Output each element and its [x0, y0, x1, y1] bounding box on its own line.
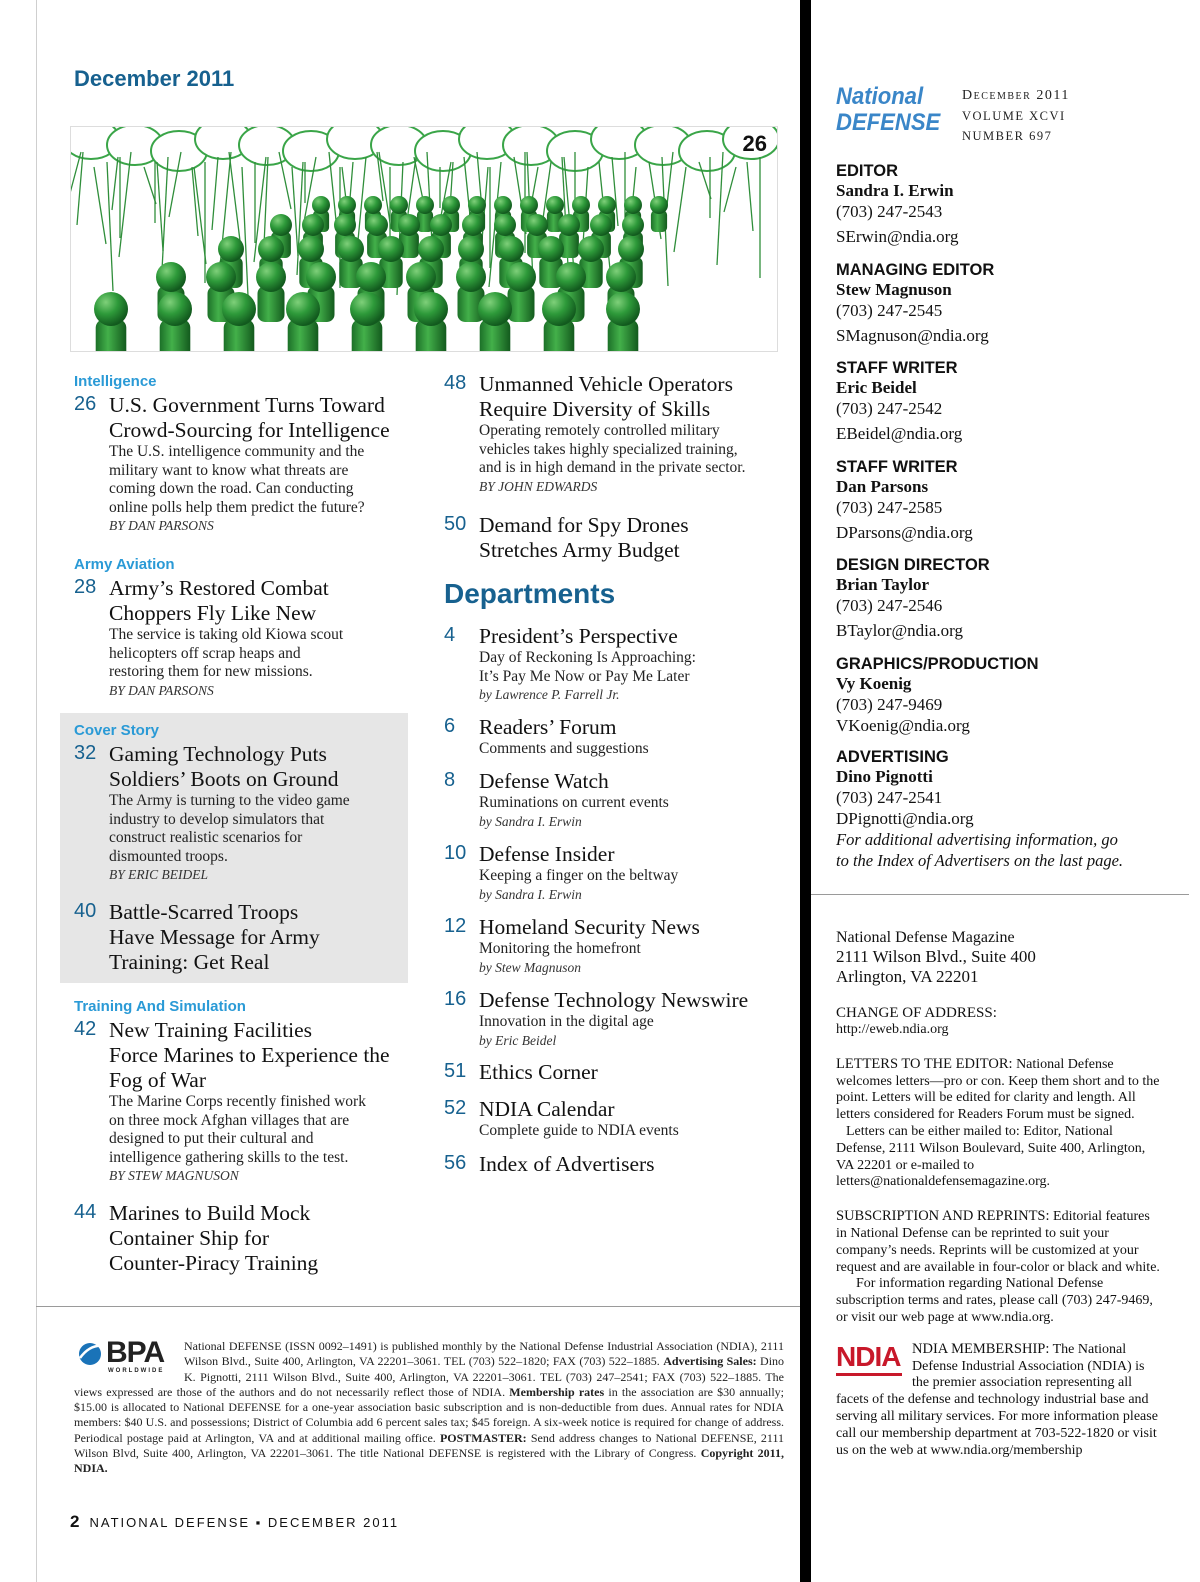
- toc-section-intelligence[interactable]: [74, 373, 414, 535]
- footer-text: NATIONAL DEFENSE ▪ DECEMBER 2011: [89, 1515, 400, 1530]
- toc-section-cover-story[interactable]: [74, 722, 404, 884]
- page-footer: [70, 1512, 399, 1532]
- email-link[interactable]: SMagnuson@ndia.org: [836, 325, 989, 345]
- staff-writer-beidel: STAFF WRITER Eric Beidel (703) 247-2542 EBeidel@ndia.org: [836, 359, 1166, 458]
- masthead-divider: [811, 894, 1189, 895]
- toc-item-50[interactable]: [444, 513, 794, 563]
- dept-item-homeland-security[interactable]: [444, 915, 794, 977]
- page-number: 40: [74, 900, 97, 922]
- advertising-note: For additional advertising information, go to the Index of Advertisers on the last page.: [836, 829, 1124, 870]
- staff-advertising: ADVERTISING Dino Pignotti (703) 247-2541 DPignotti@ndia.org For additional advertising information, go to the Index of Advertisers on the last page.: [836, 748, 1166, 871]
- dept-desc: Keeping a finger on the beltway: [479, 867, 679, 884]
- page-number: 16: [444, 988, 467, 1010]
- left-margin-rule: [36, 0, 37, 1582]
- page-number: 51: [444, 1060, 467, 1082]
- email-link[interactable]: BTaylor@ndia.org: [836, 621, 963, 640]
- page-number: 56: [444, 1152, 467, 1174]
- dept-title: Readers’ Forum: [479, 715, 617, 739]
- staff-writer-parsons: STAFF WRITER Dan Parsons (703) 247-2585 DParsons@ndia.org: [836, 458, 1166, 557]
- byline: by Lawrence P. Farrell Jr.: [479, 687, 620, 702]
- email-link[interactable]: DParsons@ndia.org: [836, 522, 973, 542]
- page-number: 52: [444, 1097, 467, 1119]
- ndia-membership: NDIA NDIA MEMBERSHIP: The National Defense Industrial Association (NDIA) is the premier association representing all facets of the defense and technology industrial base and serving all military services. For more information please call our membership department at 703-522-1820 or visit us on the web at www.ndia.org/membership: [836, 1340, 1158, 1458]
- dept-desc: Comments and suggestions: [479, 740, 649, 757]
- dept-item-defense-insider[interactable]: [444, 842, 794, 904]
- masthead-staff: [836, 162, 1166, 871]
- article-title: Unmanned Vehicle Operators Require Diversity of Skills: [479, 372, 733, 421]
- staff-editor: EDITOR Sandra I. Erwin (703) 247-2543 SErwin@ndia.org: [836, 162, 1166, 261]
- toc-item-40[interactable]: [74, 900, 404, 975]
- dept-item-readers-forum[interactable]: [444, 715, 794, 759]
- category-label: Training And Simulation: [74, 998, 246, 1015]
- email-link[interactable]: EBeidel@ndia.org: [836, 424, 963, 443]
- dept-desc: Complete guide to NDIA events: [479, 1122, 679, 1139]
- byline: by Sandra I. Erwin: [479, 886, 582, 902]
- dept-title: Defense Watch: [479, 769, 609, 793]
- byline: by Stew Magnuson: [479, 959, 581, 975]
- toc-section-training[interactable]: [74, 998, 419, 1185]
- change-of-address-label: CHANGE OF ADDRESS:: [836, 1005, 997, 1021]
- legal-divider: [36, 1306, 800, 1307]
- page-number: 8: [444, 769, 456, 791]
- dept-item-index-advertisers[interactable]: [444, 1152, 794, 1177]
- mag-name: National Defense Magazine: [836, 929, 1015, 946]
- toc-section-army-aviation[interactable]: [74, 556, 414, 700]
- byline: BY JOHN EDWARDS: [479, 478, 598, 494]
- byline: BY ERIC BEIDEL: [109, 867, 208, 882]
- dept-item-defense-watch[interactable]: [444, 769, 794, 831]
- dept-title: Ethics Corner: [479, 1060, 598, 1084]
- article-title: New Training Facilities Force Marines to Experience the Fog of War: [109, 1018, 390, 1092]
- page-number: 12: [444, 915, 467, 937]
- page-number: 44: [74, 1201, 97, 1223]
- category-label: Army Aviation: [74, 556, 175, 573]
- staff-design-director: DESIGN DIRECTOR Brian Taylor (703) 247-2546 BTaylor@ndia.org: [836, 556, 1166, 655]
- category-label: Cover Story: [74, 722, 160, 739]
- dept-desc: Innovation in the digital age: [479, 1013, 654, 1030]
- article-desc: The Marine Corps recently finished work on three mock Afghan villages that are designed to put their cultural and intelligence gathering skills to the test.: [109, 1093, 366, 1166]
- article-title: Army’s Restored Combat Choppers Fly Like New: [109, 576, 329, 625]
- email-link[interactable]: DPignotti@ndia.org: [836, 808, 974, 828]
- article-title: Battle-Scarred Troops Have Message for Army Training: Get Real: [109, 900, 320, 974]
- article-desc: The U.S. intelligence community and the military want to know what threats are coming down the road. Can conducting online polls help them predict the future?: [109, 443, 365, 516]
- ndia-logo: NDIA: [836, 1343, 904, 1377]
- departments-heading: Departments: [444, 578, 616, 609]
- dept-title: Homeland Security News: [479, 915, 700, 939]
- article-title: Gaming Technology Puts Soldiers’ Boots on Ground: [109, 742, 339, 791]
- dept-item-ethics-corner[interactable]: [444, 1060, 794, 1085]
- publication-legal-text: National DEFENSE (ISSN 0092–1491) is published monthly by the National Defense Industrial Association (NDIA), 2111 Wilson Blvd., Suite 400, Arlington, VA 22201–3061. TEL (703) 522–1820; FAX (703) 522–1885. Advertising Sales: Dino K. Pignotti, 2111 Wilson Blvd., Suite 400, Arlington, VA 22201–3061. TEL (703) 247–2541; FAX (703) 522–1885. The views expressed are those of the authors and do not necessarily reflect those of NDIA. Membership rates in the association are $30 annually; $15.00 is allocated to National DEFENSE for a one-year association basic subscription and is non-deductible from dues. Annual rates for NDIA members: $40 U.S. and possessions; District of Columbia add 6 percent sales tax; $45 foreign. A six-week notice is required for change of address. Periodical postage paid at Arlington, VA and at additional mailing office. POSTMASTER: Send address changes to National DEFENSE, 2111 Wilson Blvd, Suite 400, Arlington, VA 22201–3061. The title National DEFENSE is registered with the Library of Congress. Copyright 2011, NDIA.: [74, 1339, 785, 1476]
- dept-item-presidents-perspective[interactable]: [444, 624, 794, 704]
- page-number: 42: [74, 1018, 97, 1040]
- dept-title: President’s Perspective: [479, 624, 678, 648]
- letters-to-editor: LETTERS TO THE EDITOR: National Defense welcomes letters—pro or con. Keep them short and to the point. Letters will be edited for clarity and length. All letters considered for Readers Forum must be signed. Letters can be either mailed to: Editor, National Defense, 2111 Wilson Boulevard, Suite 400, Arlington, VA 22201 or e-mailed to letters@nationaldefensemagazine.org.: [836, 1055, 1160, 1190]
- dept-desc: Monitoring the homefront: [479, 940, 641, 957]
- address-line-2: Arlington, VA 22201: [836, 967, 979, 986]
- byline: by Eric Beidel: [479, 1032, 557, 1048]
- dept-desc: Ruminations on current events: [479, 794, 669, 811]
- subscription-reprints: SUBSCRIPTION AND REPRINTS: Editorial features in National Defense can be reprinted to suit your company’s needs. Reprints will be customized at your request and are available in four-color or black and white. For information regarding National Defense subscription terms and rates, please call (703) 247-9469, or visit our web page at www.ndia.org.: [836, 1208, 1160, 1325]
- issue-date-heading: December 2011: [74, 66, 235, 91]
- issue-info: December 2011 VOLUME XCVI NUMBER 697: [962, 88, 1070, 143]
- page-number: 28: [74, 576, 97, 598]
- page-number: 32: [74, 742, 97, 764]
- page-number: 50: [444, 513, 467, 535]
- change-of-address-url[interactable]: http://eweb.ndia.org: [836, 1022, 949, 1037]
- article-desc: Operating remotely controlled military vehicles takes highly specialized training, and is in high demand in the private sector.: [479, 422, 746, 476]
- article-desc: The Army is turning to the video game industry to develop simulators that construct realistic scenarios for dismounted troops.: [109, 792, 350, 865]
- email-link[interactable]: SErwin@ndia.org: [836, 227, 959, 246]
- article-title: U.S. Government Turns Toward Crowd-Sourcing for Intelligence: [109, 393, 390, 442]
- page-number: 6: [444, 715, 456, 737]
- footer-page-number: 2: [70, 1512, 80, 1531]
- article-desc: The service is taking old Kiowa scout helicopters off scrap heaps and restoring them for new missions.: [109, 626, 344, 680]
- page-number: 48: [444, 372, 467, 394]
- cover-image: [70, 126, 778, 352]
- byline: by Sandra I. Erwin: [479, 813, 582, 829]
- article-title: Marines to Build Mock Container Ship for Counter-Piracy Training: [109, 1201, 319, 1275]
- byline: BY STEW MAGNUSON: [109, 1168, 239, 1183]
- dept-desc: Day of Reckoning Is Approaching: It’s Pay Me Now or Pay Me Later: [479, 649, 696, 685]
- staff-managing-editor: MANAGING EDITOR Stew Magnuson (703) 247-2545 SMagnuson@ndia.org: [836, 261, 1166, 360]
- staff-graphics: GRAPHICS/PRODUCTION Vy Koenig (703) 247-9469 VKoenig@ndia.org: [836, 655, 1166, 748]
- email-link[interactable]: VKoenig@ndia.org: [836, 715, 970, 735]
- national-defense-logo: National DEFENSE: [836, 83, 941, 136]
- bpa-logo-text: BPA: [106, 1336, 165, 1369]
- bpa-logo-sub: WORLDWIDE: [108, 1368, 165, 1374]
- page-number: 4: [444, 624, 456, 646]
- address-line-1: 2111 Wilson Blvd., Suite 400: [836, 947, 1036, 966]
- category-label: Intelligence: [74, 373, 157, 390]
- column-divider-bar: [800, 0, 811, 1582]
- dept-title: Index of Advertisers: [479, 1152, 655, 1176]
- dept-item-tech-newswire[interactable]: [444, 988, 794, 1050]
- toc-item-48[interactable]: [444, 372, 794, 496]
- byline: BY DAN PARSONS: [109, 682, 214, 698]
- cover-page-number: 26: [742, 131, 767, 156]
- byline: BY DAN PARSONS: [109, 518, 214, 533]
- magazine-info: [836, 928, 1166, 1459]
- page-number: 26: [74, 393, 97, 415]
- dept-title: NDIA Calendar: [479, 1097, 615, 1121]
- toc-item-44[interactable]: [74, 1201, 404, 1276]
- crowd-figures-with-speech-bubbles-icon: [71, 127, 777, 351]
- dept-item-ndia-calendar[interactable]: [444, 1097, 794, 1141]
- dept-title: Defense Technology Newswire: [479, 988, 749, 1012]
- article-title: Demand for Spy Drones Stretches Army Budget: [479, 513, 689, 562]
- page-number: 10: [444, 842, 467, 864]
- dept-title: Defense Insider: [479, 842, 615, 866]
